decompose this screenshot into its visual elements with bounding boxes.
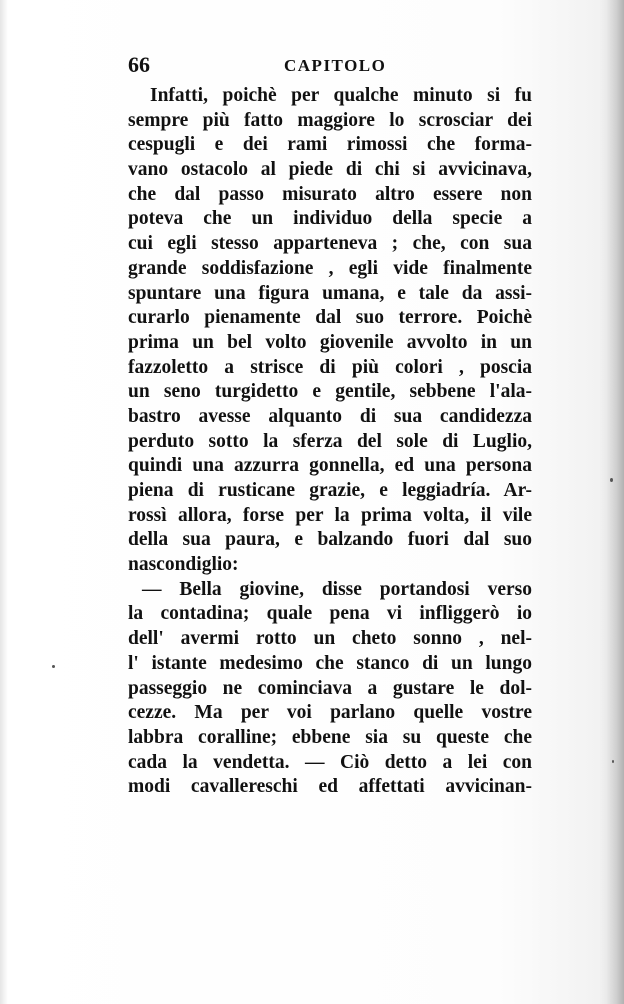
text-line: dell' avermi rotto un cheto sonno , nel- xyxy=(128,628,532,650)
page-left-shadow xyxy=(0,0,8,1004)
text-line: l' istante medesimo che stanco di un lungo xyxy=(128,652,532,674)
paper-speck xyxy=(52,665,55,668)
text-line: cezze. Ma per voi parlano quelle vostre xyxy=(128,702,532,724)
text-line: che dal passo misurato altro essere non xyxy=(128,183,532,205)
text-line: passeggio ne cominciava a gustare le dol- xyxy=(128,677,532,699)
page-number: 66 xyxy=(128,52,150,77)
page-header xyxy=(128,50,528,80)
text-line: perduto sotto la sferza del sole di Luglio, xyxy=(128,430,532,452)
text-line: vano ostacolo al piede di chi si avvicinava, xyxy=(128,159,532,181)
text-line: cada la vendetta. — Ciò detto a lei con xyxy=(128,751,532,773)
text-line: quindi una azzurra gonnella, ed una persona xyxy=(128,455,532,477)
text-line: spuntare una figura umana, e tale da assi- xyxy=(128,282,532,304)
text-line: della sua paura, e balzando fuori dal suo xyxy=(128,529,532,551)
text-line: grande soddisfazione , egli vide finalmente xyxy=(128,257,532,279)
text-line: labbra coralline; ebbene sia su queste che xyxy=(128,726,532,748)
body-text xyxy=(128,84,532,800)
text-line: nascondiglio: xyxy=(128,554,239,576)
text-line: fazzoletto a strisce di più colori , poscia xyxy=(128,356,532,378)
paper-speck xyxy=(610,478,613,482)
text-line: un seno turgidetto e gentile, sebbene l'ala- xyxy=(128,381,532,403)
page-right-shadow xyxy=(606,0,624,1004)
text-line: bastro avesse alquanto di sua candidezza xyxy=(128,405,532,427)
text-line: poteva che un individuo della specie a xyxy=(128,208,532,230)
text-line: prima un bel volto giovenile avvolto in un xyxy=(128,331,532,353)
text-line: curarlo pienamente dal suo terrore. Poichè xyxy=(128,307,532,329)
text-line: sempre più fatto maggiore lo scrosciar dei xyxy=(128,109,532,131)
running-title: CAPITOLO xyxy=(284,56,387,75)
paper-speck xyxy=(612,760,614,763)
text-line: cespugli e dei rami rimossi che forma- xyxy=(128,134,532,156)
text-line: la contadina; quale pena vi infliggerò io xyxy=(128,603,532,625)
text-line: rossì allora, forse per la prima volta, il vile xyxy=(128,504,532,526)
text-line: modi cavallereschi ed affettati avvicinan- xyxy=(128,776,532,798)
text-line: piena di rusticane grazie, e leggiadría. Ar- xyxy=(128,480,532,501)
text-line: cui egli stesso apparteneva ; che, con sua xyxy=(128,233,532,255)
text-line: — Bella giovine, disse portandosi verso xyxy=(142,578,532,600)
text-line: Infatti, poichè per qualche minuto si fu xyxy=(150,85,532,106)
